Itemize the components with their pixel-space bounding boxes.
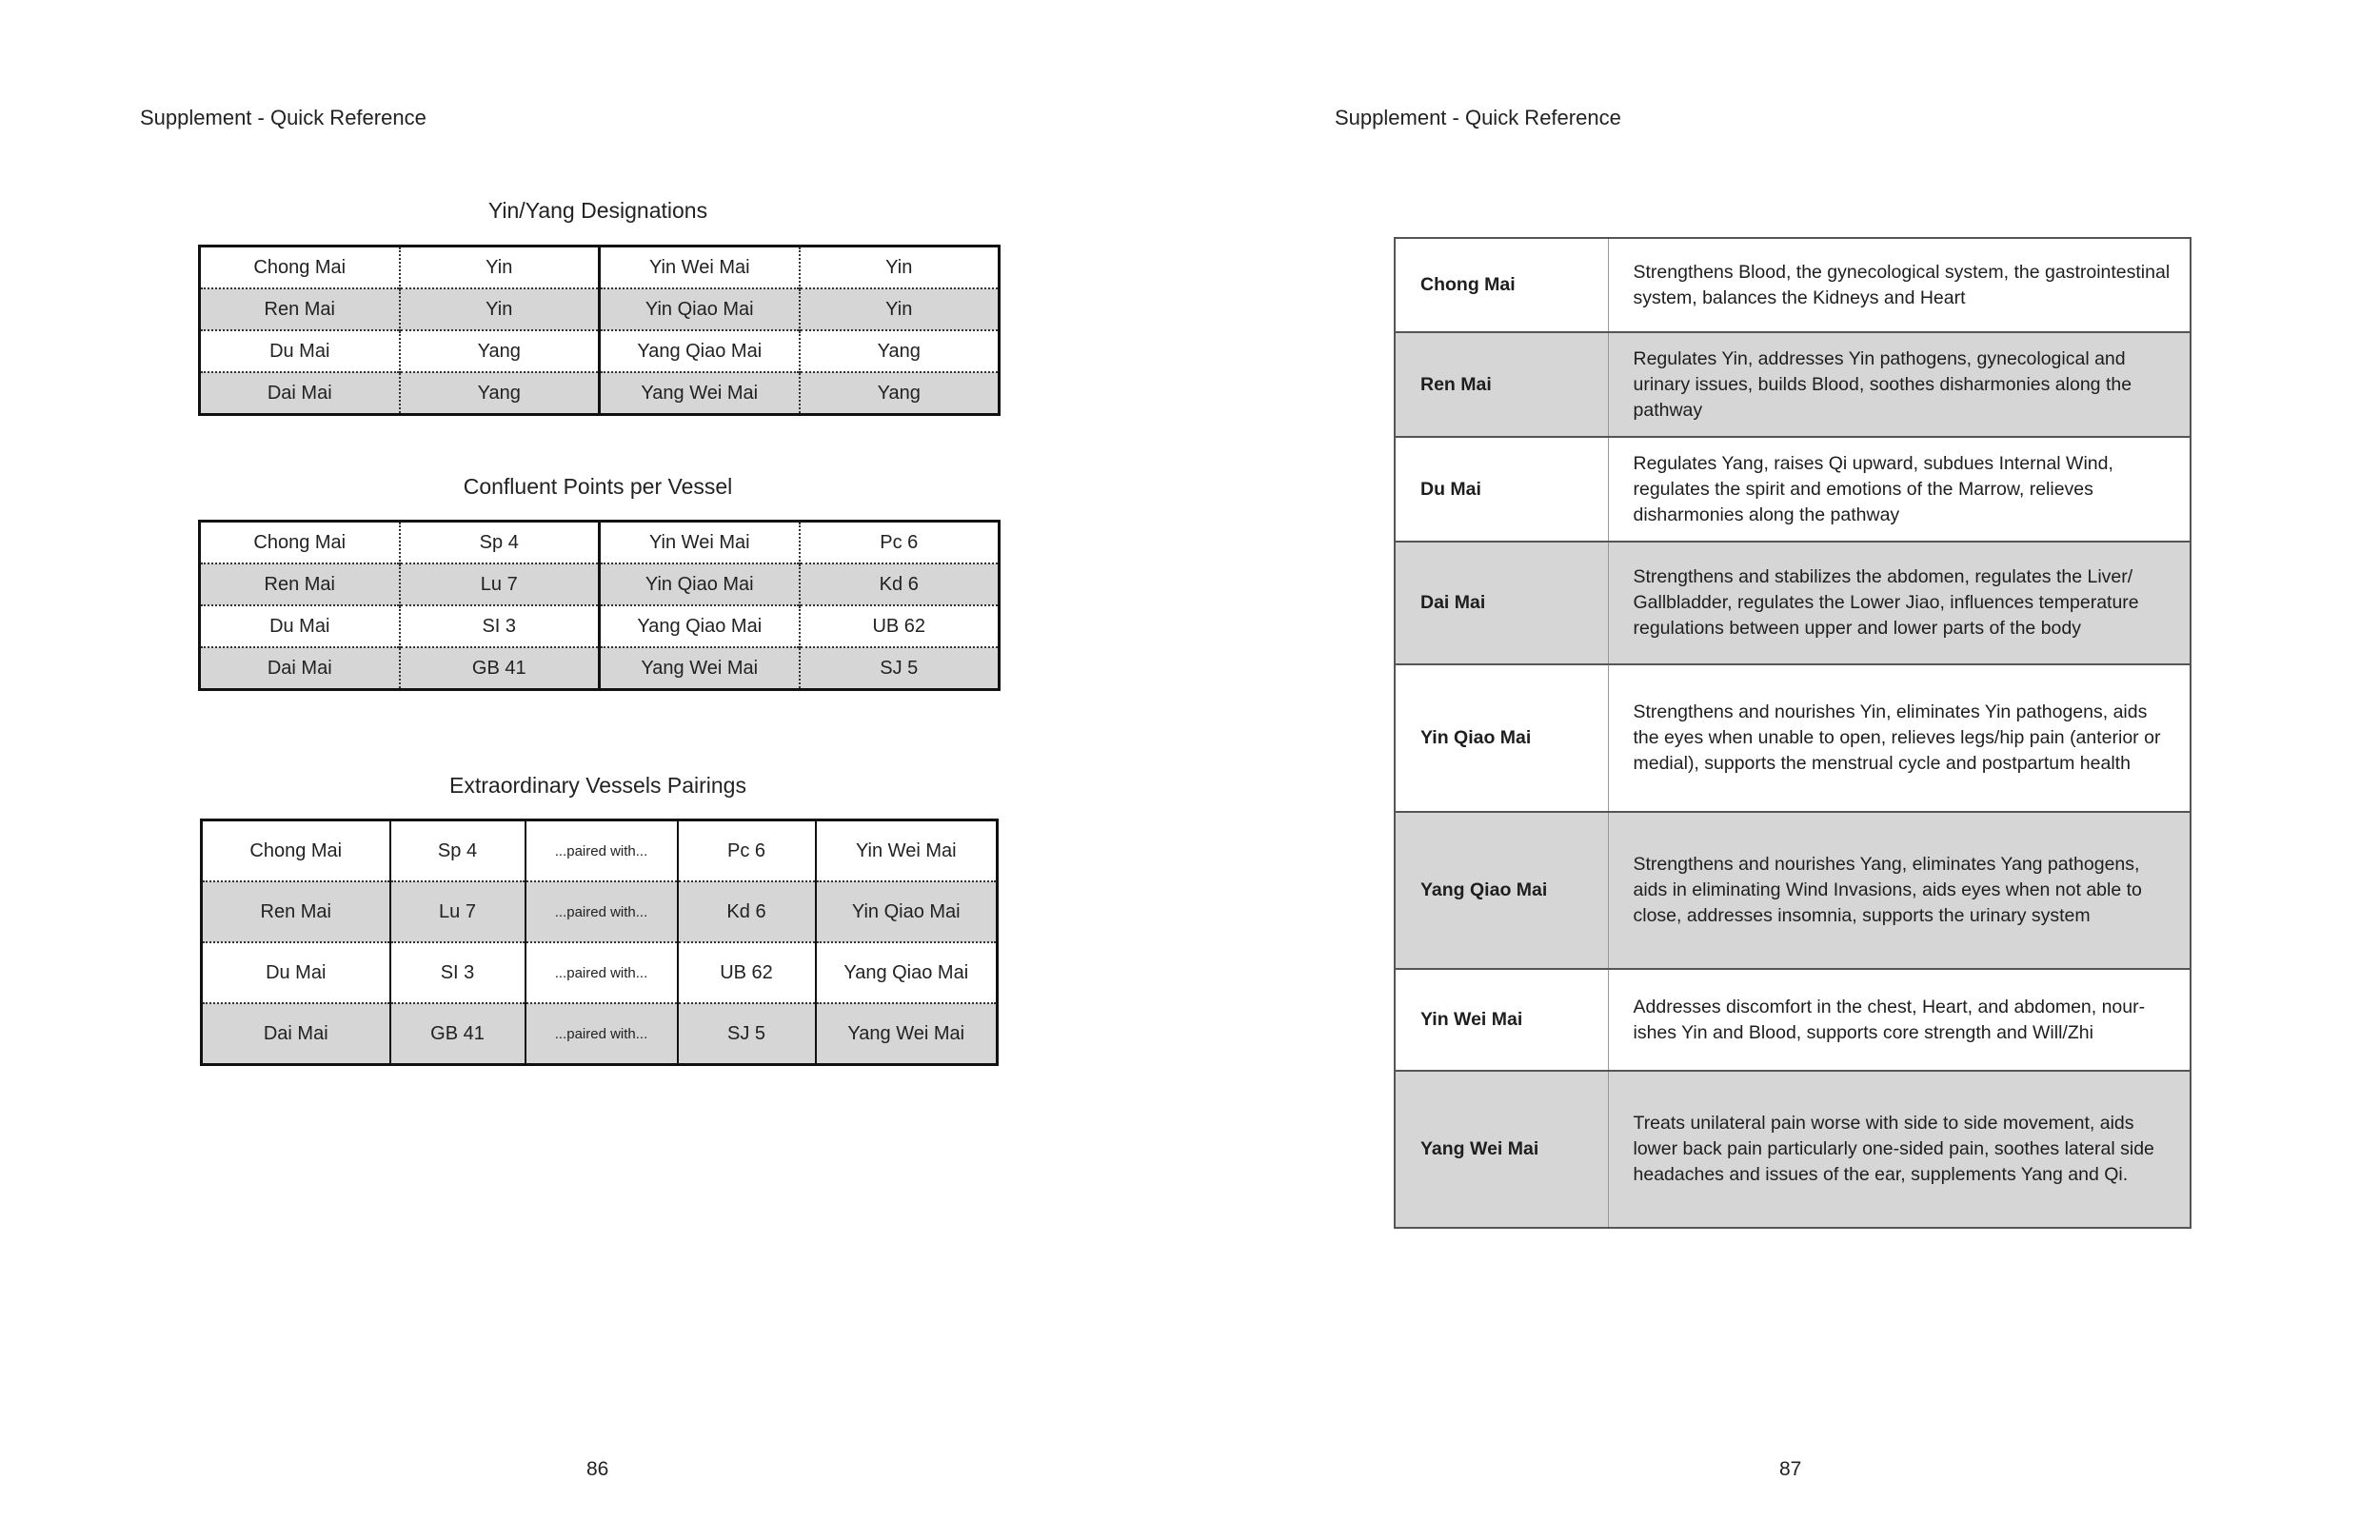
- table-cell: Yin: [400, 247, 600, 289]
- table-cell: UB 62: [800, 605, 1000, 647]
- table-cell: Ren Mai: [202, 881, 390, 942]
- table-cell: Du Mai: [200, 605, 400, 647]
- table-cell: Pc 6: [678, 820, 816, 882]
- vessel-name: Chong Mai: [1395, 238, 1608, 332]
- page-number: 86: [586, 1458, 609, 1480]
- table-row: [200, 372, 1000, 415]
- vessel-description: Strengthens and stabilizes the abdomen, regulates the Liver/ Gallbladder, regulates the Lower Jiao, influences temperature regulations between upper and lower parts of the body: [1608, 542, 2191, 664]
- vessel-name: Yang Wei Mai: [1395, 1071, 1608, 1228]
- table-cell: Yang Qiao Mai: [816, 942, 998, 1003]
- table-cell: Dai Mai: [200, 372, 400, 415]
- confluent-caption: Confluent Points per Vessel: [463, 474, 733, 499]
- table-cell: ...paired with...: [526, 881, 678, 942]
- vessel-description: Regulates Yang, raises Qi upward, subdues Internal Wind, regulates the spirit and emotions of the Marrow, relieves disharmonies along the pathway: [1608, 437, 2191, 542]
- table-cell: Chong Mai: [249, 839, 343, 861]
- yin-yang-table: [198, 245, 1001, 416]
- table-row: [1395, 1071, 2191, 1228]
- table-cell: Yin Qiao Mai: [816, 881, 998, 942]
- table-cell: Yin Qiao Mai: [600, 288, 800, 330]
- table-cell: Du Mai: [200, 330, 400, 372]
- table-cell: Yin: [800, 288, 1000, 330]
- table-row: [1395, 969, 2191, 1071]
- table-cell: GB 41: [400, 647, 600, 690]
- table-row: [1395, 542, 2191, 664]
- table-cell: Yang: [800, 372, 1000, 415]
- table-row: [200, 522, 1000, 564]
- table-cell: Yang: [400, 372, 600, 415]
- vessel-description: Strengthens Blood, the gynecological system, the gastrointestinal system, balances the Kidneys and Heart: [1633, 261, 2171, 308]
- table-cell: Chong Mai: [253, 531, 347, 553]
- table-cell: Du Mai: [202, 942, 390, 1003]
- table-cell: ...paired with...: [526, 820, 678, 882]
- table-row: [200, 563, 1000, 605]
- table-cell: Yang Wei Mai: [816, 1003, 998, 1065]
- table-cell: GB 41: [390, 1003, 526, 1065]
- table-row: [200, 605, 1000, 647]
- vessel-functions-table: [1394, 237, 2192, 1229]
- vessel-name: Yin Wei Mai: [1395, 969, 1608, 1071]
- pairings-table: [200, 819, 999, 1066]
- table-cell: Ren Mai: [200, 563, 400, 605]
- table-row: [200, 647, 1000, 690]
- table-cell: SJ 5: [800, 647, 1000, 690]
- table-row: [202, 1003, 998, 1065]
- table-cell: Pc 6: [800, 522, 1000, 564]
- table-cell: Dai Mai: [200, 647, 400, 690]
- table-cell: Sp 4: [390, 820, 526, 882]
- right-page: [1190, 0, 2380, 1540]
- table-cell: UB 62: [678, 942, 816, 1003]
- table-row: [1395, 812, 2191, 969]
- table-cell: Yang: [800, 330, 1000, 372]
- table-cell: Chong Mai: [253, 256, 347, 278]
- table-row: [200, 288, 1000, 330]
- table-row: [1395, 332, 2191, 437]
- table-row: [1395, 437, 2191, 542]
- table-cell: Yin: [400, 288, 600, 330]
- yin-yang-caption: Yin/Yang Designations: [487, 198, 708, 223]
- vessel-name: Yang Qiao Mai: [1395, 812, 1608, 969]
- pairings-caption: Extraordinary Vessels Pairings: [449, 773, 746, 798]
- table-cell: SJ 5: [678, 1003, 816, 1065]
- vessel-description: Regulates Yin, addresses Yin pathogens, gynecological and urinary issues, builds Blood, soothes disharmonies along the pathway: [1608, 332, 2191, 437]
- table-cell: ...paired with...: [526, 1003, 678, 1065]
- table-cell: Lu 7: [390, 881, 526, 942]
- table-row: [202, 881, 998, 942]
- vessel-name: Yin Qiao Mai: [1395, 664, 1608, 812]
- table-cell: Yang Qiao Mai: [600, 330, 800, 372]
- running-head: Supplement - Quick Reference: [140, 106, 426, 129]
- table-cell: Yin Wei Mai: [600, 522, 800, 564]
- running-head: Supplement - Quick Reference: [1335, 106, 1621, 129]
- table-row: [200, 247, 1000, 289]
- table-row: [1395, 238, 2191, 332]
- table-row: [202, 820, 998, 882]
- vessel-name: Dai Mai: [1395, 542, 1608, 664]
- vessel-description: Addresses discomfort in the chest, Heart, and abdomen, nour-ishes Yin and Blood, supports core strength and Will/Zhi: [1608, 969, 2191, 1071]
- table-cell: Dai Mai: [202, 1003, 390, 1065]
- table-cell: Yin Wei Mai: [600, 247, 800, 289]
- table-cell: ...paired with...: [526, 942, 678, 1003]
- vessel-description: Treats unilateral pain worse with side to side movement, aids lower back pain particularly one-sided pain, soothes lateral side headaches and issues of the ear, supplements Yang and Qi.: [1608, 1071, 2191, 1228]
- table-cell: Lu 7: [400, 563, 600, 605]
- table-cell: Kd 6: [800, 563, 1000, 605]
- table-cell: Kd 6: [678, 881, 816, 942]
- table-cell: Yang: [400, 330, 600, 372]
- table-cell: Yin Qiao Mai: [600, 563, 800, 605]
- table-cell: Yang Wei Mai: [600, 647, 800, 690]
- table-cell: Sp 4: [400, 522, 600, 564]
- table-cell: SI 3: [400, 605, 600, 647]
- page-number: 87: [1779, 1458, 1802, 1480]
- table-cell: Yin Wei Mai: [816, 820, 998, 882]
- vessel-description: Strengthens and nourishes Yin, eliminates Yin pathogens, aids the eyes when unable to open, relieves legs/hip pain (anterior or medial), supports the menstrual cycle and postpartum health: [1608, 664, 2191, 812]
- vessel-name: Du Mai: [1395, 437, 1608, 542]
- table-cell: Ren Mai: [200, 288, 400, 330]
- table-cell: SI 3: [390, 942, 526, 1003]
- table-row: [200, 330, 1000, 372]
- table-cell: Yin: [800, 247, 1000, 289]
- vessel-name: Ren Mai: [1395, 332, 1608, 437]
- table-cell: Yang Wei Mai: [600, 372, 800, 415]
- table-row: [202, 942, 998, 1003]
- table-cell: Yang Qiao Mai: [600, 605, 800, 647]
- confluent-points-table: [198, 520, 1001, 691]
- table-row: [1395, 664, 2191, 812]
- vessel-description: Strengthens and nourishes Yang, eliminates Yang pathogens, aids in eliminating Wind Invasions, aids eyes when not able to close, addresses insomnia, supports the urinary system: [1608, 812, 2191, 969]
